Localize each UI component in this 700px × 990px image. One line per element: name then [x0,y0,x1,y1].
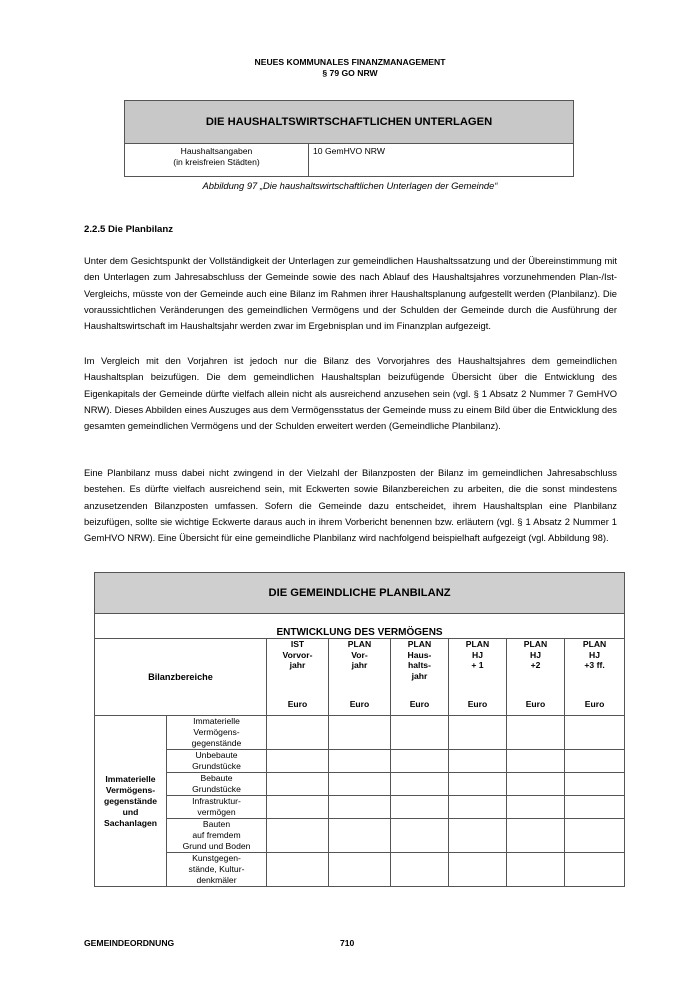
column-header-line: PLAN [582,639,607,649]
column-unit: Euro [287,698,308,709]
unterlagen-left-line-2: (in kreisfreien Städten) [173,157,260,167]
row-label-line: Grundstücke [192,784,241,794]
value-cell [267,853,329,887]
table-row [95,796,625,819]
column-header-line [329,671,390,682]
value-cell [449,796,507,819]
table-row [95,853,625,887]
column-header-line: halts- [408,660,431,670]
value-cell [565,750,625,773]
planbilanz-subtitle: ENTWICKLUNG DES VERMÖGENS [95,614,625,639]
column-header-line: PLAN [465,639,490,649]
unterlagen-left-cell [125,144,309,177]
column-header [449,639,507,716]
paragraph-3: Eine Planbilanz muss dabei nicht zwingend in der Vielzahl der Bilanzposten der Bilanz im gemeindlichen Jahresabschluss bestehen. Es dürfte vielfach ausreichend sein, mit Eckwerten sowie Bilanzbereichen zu arbeiten, die die sonst mindestens anzusetzenden Bilanzposten umfassen. Sofern die Gemeinde dazu entscheidet, ihrem Haushaltsplan eine Planbilanz beizufügen, sollte sie wichtige Eckwerte daraus auch in ihrem Vorbericht benennen bzw. erläutern (vgl. § 1 Absatz 2 Nummer 1 GemHVO NRW). Eine Übersicht für eine gemeindliche Planbilanz wird nachfolgend beispielhaft aufgezeigt (vgl. Abbildung 98). [84,467,617,544]
column-unit: Euro [467,698,488,709]
group-label-line: Sachanlagen [103,817,157,828]
column-header-line [449,671,506,682]
value-cell [507,853,565,887]
value-cell [449,716,507,750]
row-label [167,853,267,887]
bilanzbereiche-header: Bilanzbereiche [95,639,267,716]
footer-left: GEMEINDEORDNUNG [84,938,175,948]
column-unit: Euro [584,698,605,709]
value-cell [329,796,391,819]
column-header [507,639,565,716]
row-label-line: vermögen [197,807,236,817]
planbilanz-table [94,572,625,887]
page-header [0,57,700,79]
column-unit: Euro [349,698,370,709]
value-cell [391,773,449,796]
column-header-line: HJ [472,649,483,660]
column-header-line: HJ [589,649,601,660]
column-header [329,639,391,716]
column-header-line: PLAN [523,639,548,649]
row-label [167,796,267,819]
value-cell [449,773,507,796]
column-header-line: PLAN [347,639,372,649]
unterlagen-title: DIE HAUSHALTSWIRTSCHAFTLICHEN UNTERLAGEN [125,101,574,144]
column-header-line [565,671,624,682]
column-header [565,639,625,716]
row-label-line: denkmäler [196,875,237,885]
value-cell [391,819,449,853]
value-cell [391,853,449,887]
value-cell [449,819,507,853]
column-header-line: Haus- [407,649,432,660]
value-cell [391,750,449,773]
page-number: 710 [340,938,355,948]
column-header-line: PLAN [407,639,432,649]
paragraph-1: Unter dem Gesichtspunkt der Vollständigkeit der Unterlagen zur gemeindlichen Haushaltssatzung und der Übereinstimmung mit den Unterlagen zum Jahresabschluss der Gemeinde sowie des nach Ablauf des Haushaltsjahres vorzunehmenden Plan-/Ist-Vergleichs, müsste von der Gemeinde auch eine Bilanz im Rahmen ihrer Haushaltsplanung aufgestellt werden (Planbilanz). Die voraussichtlichen Veränderungen des gemeindlichen Vermögens und der Schulden der Gemeinde durch die Ausführung der Haushaltswirtschaft im Haushaltsjahr werden zwar im Ergebnisplan und im Finanzplan aufgezeigt. [84,255,617,332]
value-cell [329,819,391,853]
column-header-line: jahr [289,660,306,670]
row-label-line: Bebaute [200,773,233,783]
group-label [95,716,167,887]
value-cell [507,716,565,750]
row-label-line: auf fremdem [192,830,241,840]
value-cell [329,716,391,750]
column-header-line: HJ [530,649,541,660]
planbilanz-title: DIE GEMEINDLICHE PLANBILANZ [95,573,625,614]
column-header-line: +2 [530,660,541,670]
column-header-line: IST [290,639,305,649]
value-cell [267,773,329,796]
column-header-line: jahr [411,670,428,681]
row-label [167,819,267,853]
header-line-1: NEUES KOMMUNALES FINANZMANAGEMENT [254,57,446,67]
paragraph-2: Im Vergleich mit den Vorjahren ist jedoch nur die Bilanz des Vorvorjahres des Haushaltsjahres dem gemeindlichen Haushaltsplan beizufügen. Die dem gemeindlichen Haushaltsplan beizufügende Übersicht über die Entwicklung des Eigenkapitals der Gemeinde dürfte vielfach allein nicht als ausreichend anzusehen sein (vgl. § 1 Absatz 2 Nummer 7 GemHVO NRW). Dieses Abbilden eines Auszuges aus dem Vermögensstatus der Gemeinde muss zu einem Bild über die Entwicklung des gesamten gemeindlichen Vermögens und der Schulden erweitert werden (Gemeindliche Planbilanz). [84,355,617,432]
column-header-line: Vor- [351,649,368,660]
column-header-line: Vorvor- [282,649,313,660]
value-cell [329,853,391,887]
header-line-2: § 79 GO NRW [322,68,378,78]
value-cell [507,750,565,773]
column-unit: Euro [525,698,546,709]
column-header-line [267,671,328,682]
unterlagen-box [124,100,574,177]
column-header-line [507,671,564,682]
value-cell [329,773,391,796]
group-label-line: Vermögens- [105,784,156,795]
section-heading: 2.2.5 Die Planbilanz [84,224,174,235]
value-cell [391,716,449,750]
value-cell [565,819,625,853]
row-label-line: Infrastruktur- [192,796,241,806]
row-label-line: gegenstände [191,738,242,748]
column-header [267,639,329,716]
row-label-line: Grund und Boden [182,841,251,851]
table-row [95,773,625,796]
group-label-line: und [122,806,139,817]
value-cell [391,796,449,819]
group-label-line: Immaterielle [105,773,156,784]
value-cell [507,773,565,796]
row-label-line: Immaterielle [193,716,240,726]
column-header [391,639,449,716]
row-label-line: stände, Kultur- [188,864,245,874]
value-cell [565,716,625,750]
value-cell [267,819,329,853]
table-row [95,750,625,773]
row-label-line: Bauten [202,819,231,829]
value-cell [507,819,565,853]
value-cell [267,750,329,773]
column-unit: Euro [409,698,430,709]
value-cell [449,750,507,773]
unterlagen-right-cell: 10 GemHVO NRW [309,144,574,177]
value-cell [565,796,625,819]
value-cell [267,796,329,819]
column-header-line: + 1 [471,660,484,670]
table-row [95,819,625,853]
column-header-line: jahr [351,660,368,670]
row-label [167,716,267,750]
table-row [95,716,625,750]
value-cell [329,750,391,773]
value-cell [565,853,625,887]
row-label-line: Vermögens- [193,727,240,737]
value-cell [267,716,329,750]
row-label [167,750,267,773]
value-cell [565,773,625,796]
group-label-line: gegenstände [103,795,157,806]
figure-caption: Abbildung 97 „Die haushaltswirtschaftlichen Unterlagen der Gemeinde“ [202,180,498,191]
row-label-line: Unbebaute [195,750,238,760]
column-header-line: +3 ff. [584,660,605,670]
row-label-line: Grundstücke [192,761,241,771]
unterlagen-left-line-1: Haushaltsangaben [180,146,253,156]
row-label [167,773,267,796]
value-cell [449,853,507,887]
row-label-line: Kunstgegen- [192,853,241,863]
value-cell [507,796,565,819]
